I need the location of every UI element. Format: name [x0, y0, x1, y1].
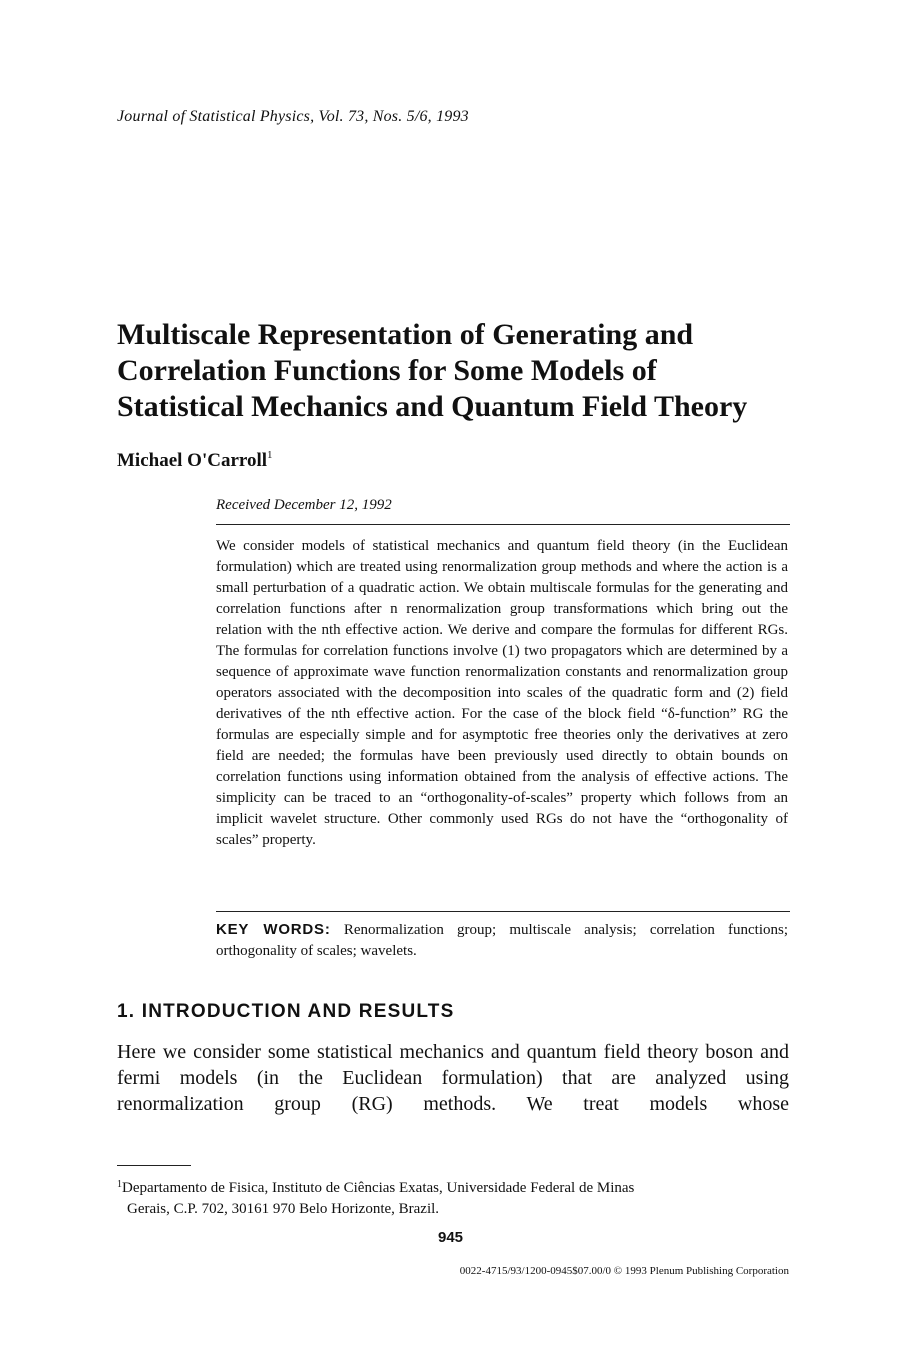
footnote-mark: 1	[117, 1179, 122, 1190]
footnote-line: Departamento de Fisica, Instituto de Ciências Exatas, Universidade Federal de Minas	[122, 1180, 635, 1196]
author-name	[117, 449, 273, 472]
author-name-text: Michael O'Carroll	[117, 450, 268, 471]
footnote-line: Gerais, C.P. 702, 30161 970 Belo Horizonte, Brazil.	[127, 1201, 440, 1217]
paper-title	[117, 317, 817, 425]
section-heading: 1. INTRODUCTION AND RESULTS	[117, 1001, 455, 1022]
keywords-label: KEY WORDS:	[216, 921, 331, 938]
keywords-top-rule	[216, 911, 790, 912]
copyright-line: 0022-4715/93/1200-0945$07.00/0 © 1993 Plenum Publishing Corporation	[459, 1265, 789, 1277]
title-line: Multiscale Representation of Generating and	[117, 318, 694, 351]
journal-citation: Journal of Statistical Physics, Vol. 73, Nos. 5/6, 1993	[117, 108, 469, 125]
intro-paragraph: Here we consider some statistical mechanics and quantum field theory boson and fermi models (in the Euclidean formulation) that are analyzed using renormalization group (RG) methods. We treat models whose	[117, 1041, 789, 1115]
footnote-rule	[117, 1165, 191, 1166]
keywords-text: Renormalization group; multiscale analysis; correlation functions; orthogonality of scales; wavelets.	[216, 922, 789, 959]
received-date: Received December 12, 1992	[216, 497, 392, 513]
abstract-top-rule	[216, 524, 790, 525]
page-number: 945	[437, 1229, 464, 1246]
title-line: Correlation Functions for Some Models of	[117, 354, 657, 387]
keywords	[216, 919, 788, 962]
footnote	[117, 1174, 790, 1220]
author-footnote-mark: 1	[267, 449, 273, 461]
abstract: We consider models of statistical mechanics and quantum field theory (in the Euclidean formulation) which are treated using renormalization group methods and where the action is a small perturbation of a quadratic action. We obtain multiscale formulas for the generating and correlation functions after n renormalization group transformations which bring out the relation with the nth effective action. We derive and compare the formulas for different RGs. The formulas for correlation functions involve (1) two propagators which are determined by a sequence of approximate wave function renormalization constants and renormalization group operators associated with the decomposition into scales of the quadratic form and (2) field derivatives of the nth effective action. For the case of the block field “δ-function” RG the formulas are especially simple and for asymptotic free theories only the derivatives at zero field are needed; the formulas have been previously used directly to obtain bounds on correlation functions using information obtained from the analysis of effective actions. The simplicity can be traced to an “orthogonality-of-scales” property which follows from an implicit wavelet structure. Other commonly used RGs do not have the “orthogonality of scales” property.	[216, 538, 788, 848]
title-line: Statistical Mechanics and Quantum Field Theory	[117, 390, 748, 423]
